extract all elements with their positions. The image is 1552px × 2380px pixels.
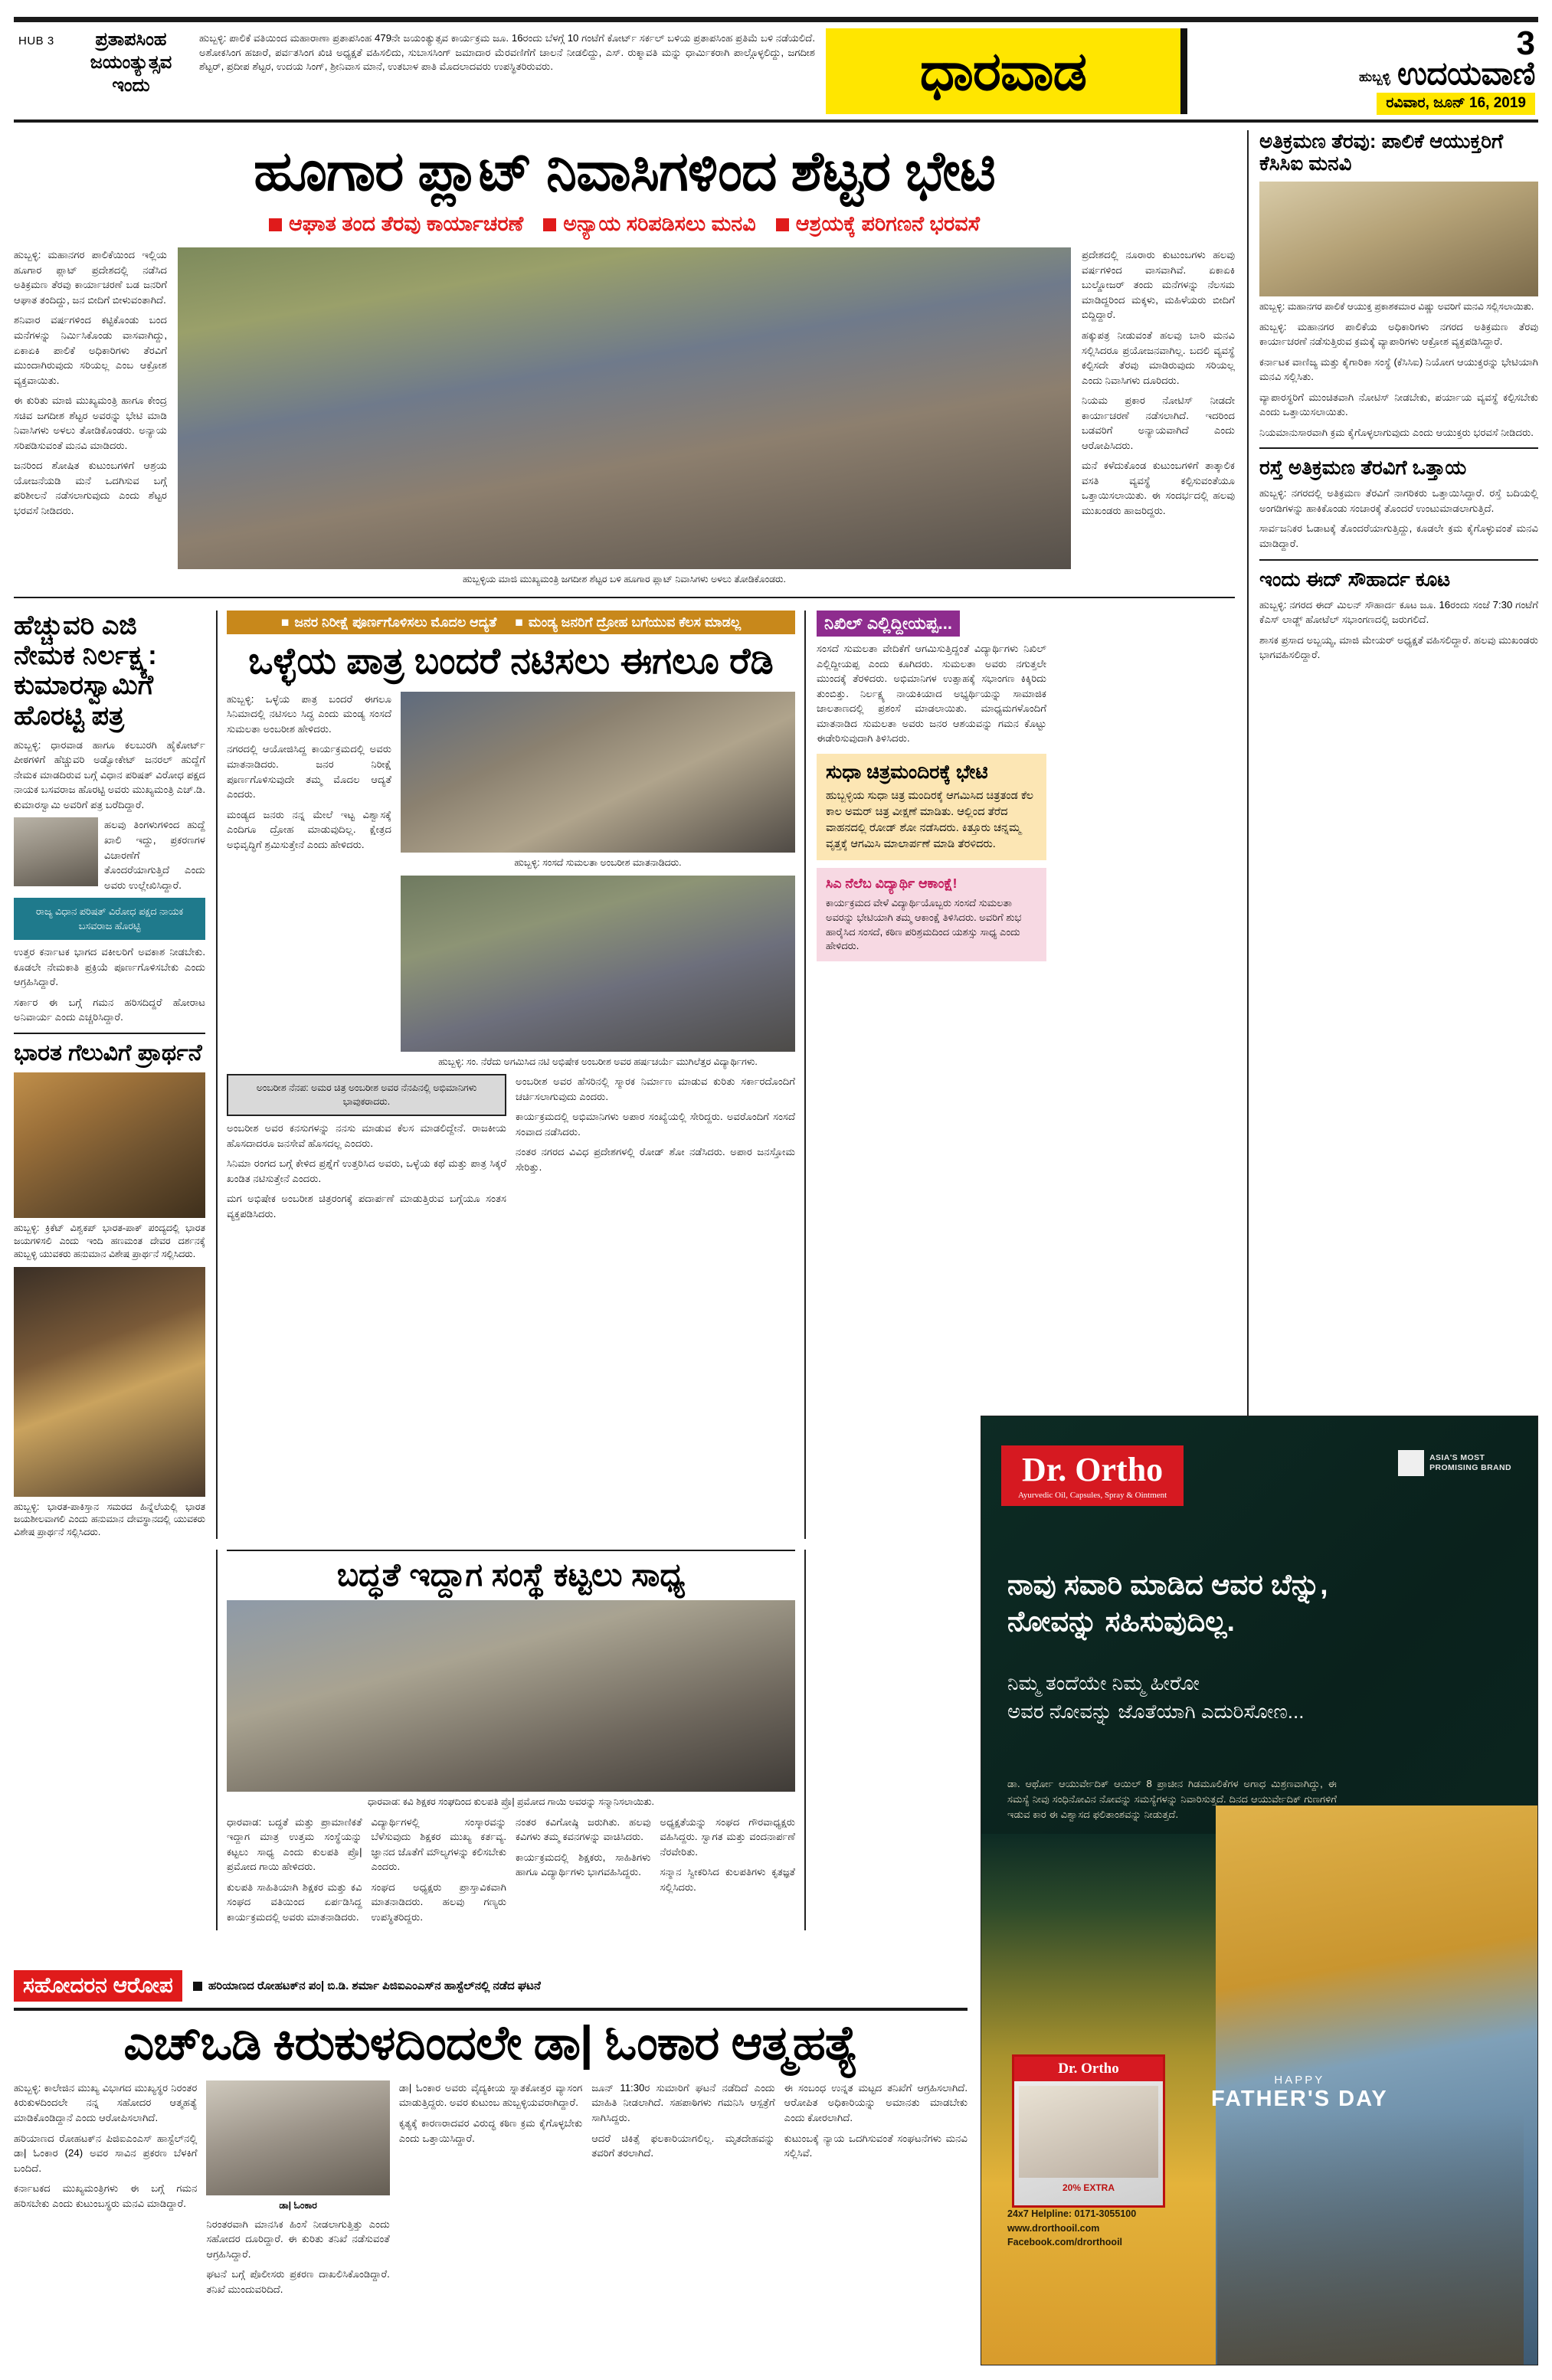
rb-p1: ಹುಬ್ಬಳ್ಳಿ: ನಗರದ ಈದ್ ಮಿಲನ್ ಸೌಹಾರ್ದ ಕೂಟ ಜೂ. 16ರಂದು ಸಂಜೆ 7:30 ಗಂಟೆಗೆ ಕೆಎಸ್ ಲಾಡ್ಜ್ ಹೋಟೆಲ್ ಸಭಾಂಗಣದಲ್ಲಿ ಜರುಗಲಿದೆ. — [1259, 598, 1538, 626]
temple-idol-caption: ಹುಬ್ಬಳ್ಳಿ: ಭಾರತ-ಪಾಕಿಸ್ತಾನ ಸಮರದ ಹಿನ್ನೆಲೆಯಲ್ಲಿ ಭಾರತ ಜಯಶೀಲವಾಗಲಿ ಎಂದು ಹನುಮಾನ ದೇವಸ್ಥಾನದಲ್ಲಿ ಯುವಕರು ವಿಶೇಷ ಪ್ರಾರ್ಥನೆ ಸಲ್ಲಿಸಿದರು. — [14, 1501, 205, 1538]
d2l-p2: ಹಲವು ತಿಂಗಳುಗಳಿಂದ ಹುದ್ದೆ ಖಾಲಿ ಇದ್ದು, ಪ್ರಕರಣಗಳ ವಿಚಾರಣೆಗೆ ತೊಂದರೆಯಾಗುತ್ತಿದೆ ಎಂದು ಅವರು ಉಲ್ಲೇಖಿಸಿದ್ದಾರೆ. — [104, 819, 205, 891]
lead-col2-p1: ಪ್ರದೇಶದಲ್ಲಿ ನೂರಾರು ಕುಟುಂಬಗಳು ಹಲವು ವರ್ಷಗಳಿಂದ ವಾಸವಾಗಿವೆ. ಏಕಾಏಕಿ ಬುಲ್ಡೋಜರ್ ತಂದು ಮನೆಗಳನ್ನು ನೆಲಸಮ ಮಾಡಿದ್ದರಿಂದ ಮಕ್ಕಳು, ಮಹಿಳೆಯರು ಬೀದಿಗೆ ಬಿದ್ದಿದ್ದಾರೆ. — [1082, 249, 1235, 321]
b-c4p2: ಆದರೆ ಚಿಕಿತ್ಸೆ ಫಲಕಾರಿಯಾಗಲಿಲ್ಲ. ಮೃತದೇಹವನ್ನು ತವರಿಗೆ ತರಲಾಗಿದೆ. — [591, 2132, 775, 2159]
b-c2p2: ಘಟನೆ ಬಗ್ಗೆ ಪೊಲೀಸರು ಪ್ರಕರಣ ದಾಖಲಿಸಿಕೊಂಡಿದ್ದಾರೆ. ತನಿಖೆ ಮುಂದುವರಿದಿದೆ. — [206, 2268, 390, 2295]
bottom-kicker-text: ಹರಿಯಾಣದ ರೋಹಟಕ್‌ನ ಪಂ| ಬಿ.ಡಿ. ಶರ್ಮಾ ಪಿಜಿಐಎಂಎಸ್‌ನ ಹಾಸ್ಟೆಲ್‌ನಲ್ಲಿ ನಡೆದ ಘಟನೆ — [208, 1979, 541, 1992]
horatti-photo-caption-box — [14, 898, 205, 940]
lead-col2-p2: ಹಕ್ಕುಪತ್ರ ನೀಡುವಂತೆ ಹಲವು ಬಾರಿ ಮನವಿ ಸಲ್ಲಿಸಿದರೂ ಪ್ರಯೋಜನವಾಗಿಲ್ಲ. ಬದಲಿ ವ್ಯವಸ್ಥೆ ಕಲ್ಪಿಸದೇ ತೆರವು ಮಾಡಿರುವುದು ಸರಿಯಲ್ಲ ಎಂದು ನಿವಾಸಿಗಳು ದೂರಿದರು. — [1082, 329, 1235, 386]
right-top-body — [1259, 319, 1538, 440]
student-box-body: ಕಾರ್ಯಕ್ರಮದ ವೇಳೆ ವಿದ್ಯಾರ್ಥಿಯೊಬ್ಬರು ಸಂಸದೆ ಸುಮಲತಾ ಅವರನ್ನು ಭೇಟಿಯಾಗಿ ತಮ್ಮ ಆಕಾಂಕ್ಷೆ ತಿಳಿಸಿದರು. ಅವರಿಗೆ ಶುಭ ಹಾರೈಸಿದ ಸಂಸದೆ, ಕಠಿಣ ಪರಿಶ್ರಮದಿಂದ ಯಶಸ್ಸು ಸಾಧ್ಯ ಎಂದು ಹೇಳಿದರು. — [826, 896, 1022, 952]
ad-subline — [1007, 1669, 1514, 1726]
ad-website[interactable]: www.drorthooil.com — [1007, 2222, 1100, 2234]
page-number: 3 — [1516, 25, 1535, 62]
deck3-col4 — [660, 1815, 796, 1930]
fathers-day-big: FATHER'S DAY — [1211, 2087, 1388, 2111]
b-c1p2: ಹರಿಯಾಣದ ರೋಹಟಕ್‌ನ ಪಿಜಿಐಎಂಎಸ್ ಹಾಸ್ಟೆಲ್‌ನಲ್ಲಿ ಡಾ| ಓಂಕಾರ (24) ಅವರ ಸಾವಿನ ಪ್ರಕರಣ ಬೆಳಕಿಗೆ ಬಂದಿದೆ. — [14, 2132, 198, 2174]
lead-col1-p2: ಶನಿವಾರ ವರ್ಷಗಳಿಂದ ಕಟ್ಟಿಕೊಂಡು ಬಂದ ಮನೆಗಳನ್ನು ನಿರ್ಮಿಸಿಕೊಂಡು ವಾಸವಾಗಿದ್ದು, ಏಕಾಏಕಿ ಪಾಲಿಕೆ ಅಧಿಕಾರಿಗಳು ತೆರವಿಗೆ ಮುಂದಾಗಿರುವುದು ಸರಿಯಲ್ಲ ಎಂಬ ಆಕ್ರೋಶ ವ್ಯಕ್ತವಾಯಿತು. — [14, 314, 167, 386]
ad-subline-2: ಅವರ ನೋವನ್ನು ಜೊತೆಯಾಗಿ ಎದುರಿಸೋಣ... — [1007, 1699, 1305, 1723]
sudha-theatre-title: ಸುಧಾ ಚಿತ್ರಮಂದಿರಕ್ಕೆ ಭೇಟಿ — [826, 761, 988, 783]
d2c1-p1: ಹುಬ್ಬಳ್ಳಿ: ಒಳ್ಳೆಯ ಪಾತ್ರ ಬಂದರೆ ಈಗಲೂ ಸಿನಿಮಾದಲ್ಲಿ ನಟಿಸಲು ಸಿದ್ಧ ಎಂದು ಮಂಡ್ಯ ಸಂಸದೆ ಸುಮಲತಾ ಅಂಬರೀಶ ಹೇಳಿದರು. — [227, 692, 391, 735]
right-rail-divider-2 — [1259, 559, 1538, 561]
deck3-headline: ಬದ್ಧತೆ ಇದ್ದಾಗ ಸಂಸ್ಥೆ ಕಟ್ಟಲು ಸಾಧ್ಯ — [336, 1556, 686, 1593]
ad-facebook[interactable]: Facebook.com/drorthooil — [1007, 2237, 1123, 2248]
kcci-photo — [1259, 182, 1538, 296]
right-mid-headline: ರಸ್ತೆ ಅತಿಕ್ರಮಣ ತೆರವಿಗೆ ಒತ್ತಾಯ — [1259, 456, 1467, 480]
bottom-headline: ಎಚ್‌ಒಡಿ ಕಿರುಕುಳದಿಂದಲೇ ಡಾ| ಓಂಕಾರ ಆತ್ಮಹತ್ಯೆ — [123, 2017, 858, 2070]
b-c1p1: ಹುಬ್ಬಳ್ಳಿ: ಕಾಲೇಜಿನ ಮುಖ್ಯ ವಿಭಾಗದ ಮುಖ್ಯಸ್ಥರ ನಿರಂತರ ಕಿರುಕುಳದಿಂದಲೇ ನನ್ನ ಸಹೋದರ ಆತ್ಮಹತ್ಯೆ ಮಾಡಿಕೊಂಡಿದ್ದಾನೆ ಎಂದು ಆರೋಪಿಸಲಾಗಿದೆ. — [14, 2081, 198, 2124]
brand-block — [1187, 25, 1538, 115]
deck3-col3 — [516, 1815, 651, 1930]
award-photo — [227, 1600, 795, 1792]
brief-title-line1: ಪ್ರತಾಪಸಿಂಹ — [95, 29, 167, 50]
ad-award-badge — [1398, 1450, 1511, 1476]
rt-p3: ವ್ಯಾಪಾರಸ್ಥರಿಗೆ ಮುಂಚಿತವಾಗಿ ನೋಟಿಸ್ ನೀಡಬೇಕು, ಪರ್ಯಾಯ ವ್ಯವಸ್ಥೆ ಕಲ್ಪಿಸಬೇಕು ಎಂದು ಒತ್ತಾಯಿಸಲಾಯಿತು. — [1259, 391, 1538, 418]
d2l-p3: ಉತ್ತರ ಕರ್ನಾಟಕ ಭಾಗದ ವಕೀಲರಿಗೆ ಅವಕಾಶ ನೀಡಬೇಕು. ಕೂಡಲೇ ನೇಮಕಾತಿ ಪ್ರಕ್ರಿಯೆ ಪೂರ್ಣಗೊಳಿಸಬೇಕು ಎಂದು ಆಗ್ರಹಿಸಿದ್ದಾರೆ. — [14, 946, 205, 988]
rt-p4: ನಿಯಮಾನುಸಾರವಾಗಿ ಕ್ರಮ ಕೈಗೊಳ್ಳಲಾಗುವುದು ಎಂದು ಆಯುಕ್ತರು ಭರವಸೆ ನೀಡಿದರು. — [1259, 426, 1534, 438]
rt-p1: ಹುಬ್ಬಳ್ಳಿ: ಮಹಾನಗರ ಪಾಲಿಕೆಯ ಅಧಿಕಾರಿಗಳು ನಗರದ ಅತಿಕ್ರಮಣ ತೆರವು ಕಾರ್ಯಾಚರಣೆ ನಡೆಸುತ್ತಿರುವ ಕ್ರಮಕ್ಕೆ ವ್ಯಾಪಾರಿಗಳು ಆಕ್ರೋಶ ವ್ಯಕ್ತಪಡಿಸಿದ್ದಾರೆ. — [1259, 320, 1538, 348]
fathers-day-badge — [1211, 2074, 1388, 2112]
deck2-center-col2 — [227, 1074, 506, 1226]
d2c3-p3: ನಂತರ ನಗರದ ವಿವಿಧ ಪ್ರದೇಶಗಳಲ್ಲಿ ರೋಡ್ ಶೋ ನಡೆಸಿದರು. ಅಪಾರ ಜನಸ್ತೋಮ ಸೇರಿತ್ತು. — [516, 1146, 795, 1173]
pack-illustration — [1019, 2086, 1158, 2178]
d3-c3p2: ಕಾರ್ಯಕ್ರಮದಲ್ಲಿ ಶಿಕ್ಷಕರು, ಸಾಹಿತಿಗಳು ಹಾಗೂ ವಿದ್ಯಾರ್ಥಿಗಳು ಭಾಗವಹಿಸಿದ್ದರು. — [516, 1851, 651, 1878]
city-label: ಹುಬ್ಬಳ್ಳಿ — [1358, 69, 1390, 84]
d3-c2p1: ವಿದ್ಯಾರ್ಥಿಗಳಲ್ಲಿ ಸಂಸ್ಕಾರವನ್ನು ಬೆಳೆಸುವುದು ಶಿಕ್ಷಕರ ಮುಖ್ಯ ಕರ್ತವ್ಯ. ಜ್ಞಾನದ ಜೊತೆಗೆ ಮೌಲ್ಯಗಳನ್ನು ಕಲಿಸಬೇಕು ಎಂದರು. — [371, 1815, 506, 1873]
ad-badge-line1: ASIA'S MOST — [1429, 1452, 1485, 1462]
bottom-col-1 — [14, 2080, 197, 2302]
deck2-left-body — [14, 738, 205, 1025]
d3-c1p1: ಧಾರವಾಡ: ಬದ್ಧತೆ ಮತ್ತು ಪ್ರಾಮಾಣಿಕತೆ ಇದ್ದಾಗ ಮಾತ್ರ ಉತ್ತಮ ಸಂಸ್ಥೆಯನ್ನು ಕಟ್ಟಲು ಸಾಧ್ಯ ಎಂದು ಕುಲಪತಿ ಪ್ರೊ| ಪ್ರಮೋದ ಗಾಯಿ ಹೇಳಿದರು. — [227, 1815, 362, 1873]
crowd-photo-caption: ಹುಬ್ಬಳ್ಳಿ: ಸಂ. ನೆರೆದು ಅಗಮಿಸಿದ ನಟಿ ಅಭಿಷೇಕ ಅಂಬರೀಶ ಅವರ ಹರ್ಷಚರ್ಯೆ ಮುಗಿಲೆತ್ತರ ವಿದ್ಯಾರ್ಥಿಗಳು. — [438, 1056, 758, 1067]
lead-bottom-rule — [14, 597, 1235, 598]
brief-title — [74, 28, 188, 97]
prayer-headline: ಭಾರತ ಗೆಲುವಿಗೆ ಪ್ರಾರ್ಥನೆ — [14, 1039, 202, 1066]
dr-ortho-advertisement[interactable] — [981, 1416, 1538, 2365]
deck2-left-headline: ಹೆಚ್ಚುವರಿ ಎಜಿ ನೇಮಕ ನಿರ್ಲಕ್ಷ್ಯ: ಕುಮಾರಸ್ವಾಮಿಗೆ ಹೊರಟ್ಟಿ ಪತ್ರ — [14, 611, 157, 731]
d3-c4p2: ಸನ್ಮಾನ ಸ್ವೀಕರಿಸಿದ ಕುಲಪತಿಗಳು ಕೃತಜ್ಞತೆ ಸಲ್ಲಿಸಿದರು. — [660, 1866, 795, 1893]
amberish-note: ಅಂಬರೀಶ ನೆನಪ: ಅಮರ ಚಿತ್ರ ಅಂಬರೀಶ ಅವರ ನೆನಪಿನಲ್ಲಿ ಅಭಿಮಾನಿಗಳು ಭಾವುಕರಾದರು. — [256, 1082, 477, 1107]
b-c5p1: ಈ ಸಂಬಂಧ ಉನ್ನತ ಮಟ್ಟದ ತನಿಖೆಗೆ ಆಗ್ರಹಿಸಲಾಗಿದೆ. ಆರೋಪಿತ ಅಧಿಕಾರಿಯನ್ನು ಅಮಾನತು ಮಾಡಬೇಕು ಎಂದು ಕೋರಲಾಗಿದೆ. — [784, 2081, 968, 2124]
prayer-photo-caption: ಹುಬ್ಬಳ್ಳಿ: ಕ್ರಿಕೆಟ್ ವಿಶ್ವಕಪ್ ಭಾರತ-ಪಾಕ್ ಪಂದ್ಯದಲ್ಲಿ ಭಾರತ ಜಯಗಳಿಸಲಿ ಎಂದು ಇಂದಿ ಹಣಮಂತ ದೇವರ ದರ್ಶನಕ್ಕೆ ಹುಬ್ಬಳ್ಳಿ ಯುವಕರು ಹನುಮಾನ ವಿಶೇಷ ಪ್ರಾರ್ಥನೆ ಸಲ್ಲಿಸಿದರು. — [14, 1223, 205, 1259]
brief-body: ಹುಬ್ಬಳ್ಳಿ: ಪಾಲಿಕೆ ವತಿಯಿಂದ ಮಹಾರಾಣಾ ಪ್ರತಾಪಸಿಂಹ 479ನೇ ಜಯಂತ್ಯುತ್ಸವ ಕಾರ್ಯಕ್ರಮ ಜೂ. 16ರಂದು ಬೆಳಗ್ಗೆ 10 ಗಂಟೆಗೆ ಕೋರ್ಟ್ ಸರ್ಕಲ್ ಬಳಿಯ ಪ್ರತಾಪಸಿಂಹ ಪ್ರತಿಮೆ ಬಳಿ ನಡೆಯಲಿದೆ. ಅಶೋಕಸಿಂಗ ಹಜಾರೆ, ಪರ್ವತಸಿಂಗ ಖಿಚಿ ಅಧ್ಯಕ್ಷತೆ ವಹಿಸಲಿದು, ಸುಬಾಸಸಿಂಗ್ ಜಮಾದಾರ ಮೆರವಣಿಗೆಗೆ ಚಾಲನೆ ನೀಡಲಿದ್ದು, ಎಸ್. ರುಕ್ಮಾವತಿ ಮನ್ನು ಧಾರ್ಮಿಕರಾಗಿ ಪಾಲ್ಗೊಳ್ಳಲಿದ್ದು, ಜಗದೀಶ ಶೆಟ್ಟರ್, ಪ್ರದೀಪ ಶೆಟ್ಟರ, ಉದಯ ಸಿಂಗ್, ಶ್ರೀನಿವಾಸ ಮಾನೆ, ಉತಬಾಳ ಪಾತಿ ಮೊದಲಾದವರು ಉಪಸ್ಥಿತರಿರುವರು. — [199, 32, 815, 73]
lead-photo-block — [178, 247, 1071, 586]
onkar-photo-caption: ಡಾ| ಓಂಕಾರ — [279, 2199, 317, 2211]
ad-subline-1: ನಿಮ್ಮ ತಂದೆಯೇ ನಿಮ್ಮ ಹೀರೋ — [1007, 1671, 1200, 1694]
prayer-photo — [14, 1072, 205, 1218]
deck2-center-column — [216, 611, 806, 1539]
d3-c3p1: ನಂತರ ಕವಿಗೋಷ್ಠಿ ಜರುಗಿತು. ಹಲವು ಕವಿಗಳು ತಮ್ಮ ಕವನಗಳನ್ನು ವಾಚಿಸಿದರು. — [516, 1815, 651, 1843]
top-strip — [14, 22, 1538, 115]
b-c2p1: ನಿರಂತರವಾಗಿ ಮಾನಸಿಕ ಹಿಂಸೆ ನೀಡಲಾಗುತ್ತಿತ್ತು ಎಂದು ಸಹೋದರ ದೂರಿದ್ದಾರೆ. ಈ ಕುರಿತು ತನಿಖೆ ನಡೆಸುವಂತೆ ಆಗ್ರಹಿಸಿದ್ದಾರೆ. — [206, 2218, 390, 2260]
ad-brand-name: Dr. Ortho — [1022, 1451, 1164, 1488]
nikhil-box-title: ನಿಖಿಲ್ ಎಲ್ಲಿದ್ದೀಯಪ್ಪ... — [817, 611, 960, 637]
lead-col-1 — [14, 247, 167, 586]
sudha-theatre-box — [817, 754, 1046, 860]
ad-headline-line2: ನೋವನ್ನು ಸಹಿಸುವುದಿಲ್ಲ. — [1007, 1606, 1235, 1638]
student-box-title: ಸಿಎ ನೆಲೆಬ ವಿದ್ಯಾರ್ಥಿ ಆಕಾಂಕ್ಷೆ! — [826, 875, 958, 891]
gold-band-item-2: ■ ಮಂಡ್ಯ ಜನರಿಗೆ ದ್ರೋಹ ಬಗೆಯುವ ಕೆಲಸ ಮಾಡಲ್ಲ — [515, 614, 741, 630]
brief-title-line3: ಇಂದು — [112, 75, 150, 96]
nikhil-box-body: ಸಂಸದೆ ಸುಮಲತಾ ವೇದಿಕೆಗೆ ಆಗಮಿಸುತ್ತಿದ್ದಂತೆ ವಿದ್ಯಾರ್ಥಿಗಳು ನಿಖಿಲ್ ಎಲ್ಲಿದ್ದೀಯಪ್ಪ ಎಂದು ಕೂಗಿದರು. ಸುಮಲತಾ ಅವರು ನಗುತ್ತಲೇ ಮುಂದಕ್ಕೆ ತೆರಳಿದರು. ಅಭಿಮಾನಿಗಳ ಉತ್ಸಾಹಕ್ಕೆ ಸಭಾಂಗಣ ಕಿಕ್ಕಿರಿದು ತುಂಬಿತ್ತು. ನಿರ್ಲಕ್ಷ್ಯ ನಾಯಕಿಯಾದ ಅಭ್ಯರ್ಥಿಯನ್ನು ಸಾಮಾಜಿಕ ಜಾಲತಾಣದಲ್ಲಿ ಪ್ರಶಂಸೆ ಮಾಡಲಾಯಿತು. ಮಾಧ್ಯಮಗಳೊಂದಿಗೆ ಮಾತನಾಡಿದ ಸುಮಲತಾ ಅವರು ಜನರ ಆಶಯವನ್ನು ಗಮನ ಕೊಟ್ಟು ಈಡೇರಿಸುವುದಾಗಿ ತಿಳಿಸಿದರು. — [817, 643, 1046, 745]
student-box — [817, 868, 1046, 961]
right-bottom-body — [1259, 597, 1538, 663]
deck2-center-headline: ಒಳ್ಳೆಯ ಪಾತ್ರ ಬಂದರೆ ನಟಿಸಲು ಈಗಲೂ ರೆಡಿ — [248, 641, 774, 683]
deck3-center-column — [216, 1550, 806, 1930]
date-line: ರವಿವಾರ, ಜೂನ್ 16, 2019 — [1377, 93, 1535, 115]
d2c3-p2: ಕಾರ್ಯಕ್ರಮದಲ್ಲಿ ಅಭಿಮಾನಿಗಳು ಅಪಾರ ಸಂಖ್ಯೆಯಲ್ಲಿ ಸೇರಿದ್ದರು. ಅವರೊಂದಿಗೆ ಸಂಸದೆ ಸಂವಾದ ನಡೆಸಿದರು. — [516, 1111, 795, 1138]
lead-col-2 — [1082, 247, 1235, 586]
right-top-headline: ಅತಿಕ್ರಮಣ ತೆರವು: ಪಾಲಿಕೆ ಆಯುಕ್ತರಿಗೆ ಕೆಸಿಸಿಐ ಮನವಿ — [1259, 129, 1504, 175]
lead-col1-p1: ಹುಬ್ಬಳ್ಳಿ: ಮಹಾನಗರ ಪಾಲಿಕೆಯಿಂದ ಇಲ್ಲಿಯ ಹೂಗಾರ ಪ್ಲಾಟ್ ಪ್ರದೇಶದಲ್ಲಿ ನಡೆಸಿದ ಅತಿಕ್ರಮಣ ತೆರವು ಕಾರ್ಯಾಚರಣೆ ಬಡ ಜನರಿಗೆ ಆಘಾತ ತಂದಿದ್ದು, ಜನ ಬೀದಿಗೆ ಬೀಳುವಂತಾಗಿದೆ. — [14, 249, 167, 306]
lead-columns — [14, 247, 1235, 586]
bottom-red-tag: ಸಹೋದರನ ಆರೋಪ — [14, 1970, 182, 2002]
trophy-icon — [1398, 1450, 1424, 1476]
deck2-center-col3 — [516, 1074, 795, 1226]
b-c1p3: ಕರ್ನಾಟಕದ ಮುಖ್ಯಮಂತ್ರಿಗಳು ಈ ಬಗ್ಗೆ ಗಮನ ಹರಿಸಬೇಕು ಎಂದು ಕುಟುಂಬಸ್ಥರು ಮನವಿ ಮಾಡಿದ್ದಾರೆ. — [14, 2182, 198, 2209]
lead-bullet-3: ಆಶ್ರಯಕ್ಕೆ ಪರಿಗಣನೆ ಭರವಸೆ — [776, 212, 980, 237]
bottom-rule — [14, 2008, 968, 2011]
d3-c4p1: ಅಧ್ಯಕ್ಷತೆಯನ್ನು ಸಂಘದ ಗೌರವಾಧ್ಯಕ್ಷರು ವಹಿಸಿದ್ದರು. ಸ್ವಾಗತ ಮತ್ತು ವಂದನಾರ್ಪಣೆ ನೆರವೇರಿತು. — [660, 1815, 795, 1858]
rm-p2: ಸಾರ್ವಜನಿಕರ ಓಡಾಟಕ್ಕೆ ತೊಂದರೆಯಾಗುತ್ತಿದ್ದು, ಕೂಡಲೇ ಕ್ರಮ ಕೈಗೊಳ್ಳುವಂತೆ ಮನವಿ ಮಾಡಿದ್ದಾರೆ. — [1259, 522, 1538, 549]
pack-brand-label: Dr. Ortho — [1014, 2057, 1163, 2081]
edition-code: HUB 3 — [18, 34, 54, 47]
under-masthead-rule — [14, 119, 1538, 123]
b-c3p1: ಡಾ| ಓಂಕಾರ ಅವರು ವೈದ್ಯಕೀಯ ಸ್ನಾತಕೋತ್ತರ ವ್ಯಾಸಂಗ ಮಾಡುತ್ತಿದ್ದರು. ಅವರ ಕುಟುಂಬ ಹುಬ್ಬಳ್ಳಿಯವರಾಗಿದ್ದಾರೆ. — [398, 2081, 583, 2109]
d2c2-p1: ಅಂಬರೀಶ ಅವರ ಕನಸುಗಳನ್ನು ನನಸು ಮಾಡುವ ಕೆಲಸ ಮಾಡಲಿದ್ದೇನೆ. ರಾಜಕೀಯ ಹೊಸದಾದರೂ ಜನಸೇವೆ ಹೊಸದಲ್ಲ ಎಂದರು. — [227, 1122, 506, 1149]
d2c1-p3: ಮಂಡ್ಯದ ಜನರು ನನ್ನ ಮೇಲೆ ಇಟ್ಟ ವಿಶ್ವಾಸಕ್ಕೆ ಎಂದಿಗೂ ದ್ರೋಹ ಮಾಡುವುದಿಲ್ಲ. ಕ್ಷೇತ್ರದ ಅಭಿವೃದ್ಧಿಗೆ ಶ್ರಮಿಸುತ್ತೇನೆ ಎಂದು ಹೇಳಿದರು. — [227, 808, 391, 850]
b-c3p2: ಕೃತ್ಯಕ್ಕೆ ಕಾರಣರಾದವರ ವಿರುದ್ಧ ಕಠಿಣ ಕ್ರಮ ಕೈಗೊಳ್ಳಬೇಕು ಎಂದು ಒತ್ತಾಯಿಸಿದ್ದಾರೆ. — [398, 2117, 583, 2144]
bottom-col-2 — [206, 2080, 389, 2302]
brief-title-line2: ಜಯಂತ್ಯುತ್ಸವ — [90, 52, 172, 73]
ad-contact-info — [1007, 2207, 1136, 2250]
b-c5p2: ಕುಟುಂಬಕ್ಕೆ ನ್ಯಾಯ ಒದಗಿಸುವಂತೆ ಸಂಘಟನೆಗಳು ಮನವಿ ಸಲ್ಲಿಸಿವೆ. — [784, 2132, 968, 2159]
lead-photo-caption: ಹುಬ್ಬಳ್ಳಿಯ ಮಾಜಿ ಮುಖ್ಯಮಂತ್ರಿ ಜಗದೀಶ ಶೆಟ್ಟರ ಬಳಿ ಹೂಗಾರ ಪ್ಲಾಟ್ ನಿವಾಸಿಗಳು ಅಳಲು ತೋಡಿಕೊಂಡರು. — [463, 574, 786, 585]
ad-badge-line2: PROMISING BRAND — [1429, 1463, 1511, 1472]
paper-name: ಉದಯವಾಣಿ — [1396, 54, 1535, 91]
kcci-photo-caption: ಹುಬ್ಬಳ್ಳಿ: ಮಹಾನಗರ ಪಾಲಿಕೆ ಆಯುಕ್ತ ಪ್ರಕಾಶಕಮಾರ ವಿಷ್ಣು ಅವರಿಗೆ ಮನವಿ ಸಲ್ಲಿಸಲಾಯಿತು. — [1259, 300, 1534, 312]
lead-col2-p4: ಮನೆ ಕಳೆದುಕೊಂಡ ಕುಟುಂಬಗಳಿಗೆ ತಾತ್ಕಾಲಿಕ ವಸತಿ ವ್ಯವಸ್ಥೆ ಕಲ್ಪಿಸುವಂತೆಯೂ ಒತ್ತಾಯಿಸಲಾಯಿತು. ಈ ಸಂದರ್ಭದಲ್ಲಿ ಹಲವು ಮುಖಂಡರು ಹಾಜರಿದ್ದರು. — [1082, 460, 1235, 516]
section-title: ಧಾರವಾಡ — [919, 41, 1087, 101]
sudha-theatre-body: ಹುಬ್ಬಳ್ಳಿಯ ಸುಧಾ ಚಿತ್ರ ಮಂದಿರಕ್ಕೆ ಆಗಮಿಸಿದ ಚಿತ್ರತಂಡ ಕೆಲ ಕಾಲ ಅಮರ್ ಚಿತ್ರ ವೀಕ್ಷಣೆ ಮಾಡಿತು. ಆಲ್ಲಿಂದ ತೆರೆದ ವಾಹನದಲ್ಲಿ ರೋಡ್ ಶೋ ನಡೆಸಿದರು. ಕಿತ್ತೂರು ಚನ್ನಮ್ಮ ವೃತ್ತಕ್ಕೆ ಆಗಮಿಸಿ ಮಾಲಾರ್ಪಣೆ ಮಾಡಿ ತೆರಳಿದರು. — [826, 789, 1033, 850]
lead-bullet-1: ಆಘಾತ ತಂದ ತೆರವು ಕಾರ್ಯಾಚರಣೆ — [269, 212, 523, 237]
deck2-left-column — [14, 611, 205, 1539]
d2l-p1: ಹುಬ್ಬಳ್ಳಿ: ಧಾರವಾಡ ಹಾಗೂ ಕಲಬುರಗಿ ಹೈಕೋರ್ಟ್ ಪೀಠಗಳಿಗೆ ಹೆಚ್ಚುವರಿ ಅಡ್ವೋಕೇಟ್ ಜನರಲ್ ಹುದ್ದೆಗೆ ನೇಮಕ ಮಾಡದಿರುವ ಬಗ್ಗೆ ವಿಧಾನ ಪರಿಷತ್ ವಿರೋಧ ಪಕ್ಷದ ನಾಯಕ ಬಸವರಾಜ ಹೊರಟ್ಟಿ ಅವರು ಮುಖ್ಯಮಂತ್ರಿ ಎಚ್.ಡಿ. ಕುಮಾರಸ್ವಾಮಿ ಅವರಿಗೆ ಪತ್ರ ಬರೆದಿದ್ದಾರೆ. — [14, 738, 205, 810]
ad-helpline: 24x7 Helpline: 0171-3055100 — [1007, 2208, 1137, 2219]
sumalatha-photo — [401, 692, 795, 853]
dr-ortho-logo — [1001, 1445, 1184, 1506]
bottom-story — [14, 1970, 968, 2302]
deck2-right-column — [817, 611, 1046, 1539]
d2c3-p1: ಅಂಬರೀಶ ಅವರ ಹೆಸರಿನಲ್ಲಿ ಸ್ಮಾರಕ ನಿರ್ಮಾಣ ಮಾಡುವ ಕುರಿತು ಸರ್ಕಾರದೊಂದಿಗೆ ಚರ್ಚಿಸಲಾಗುವುದು ಎಂದರು. — [516, 1075, 795, 1102]
masthead — [826, 25, 1538, 115]
deck-2 — [14, 611, 1235, 1539]
sumalatha-photo-caption: ಹುಬ್ಬಳ್ಳಿ: ಸಂಸದೆ ಸುಮಲತಾ ಅಂಬರೀಶ ಮಾತನಾಡಿದರು. — [514, 856, 682, 868]
section-title-band — [826, 28, 1187, 114]
d2c2-p2: ಸಿನಿಮಾ ರಂಗದ ಬಗ್ಗೆ ಕೇಳಿದ ಪ್ರಶ್ನೆಗೆ ಉತ್ತರಿಸಿದ ಅವರು, ಒಳ್ಳೆಯ ಕಥೆ ಮತ್ತು ಪಾತ್ರ ಸಿಕ್ಕರೆ ಖಂಡಿತ ನಟಿಸುತ್ತೇನೆ ಎಂದರು. — [227, 1157, 506, 1184]
crowd-photo — [401, 876, 795, 1052]
ad-body-copy: ಡಾ. ಆರ್ಥೋ ಆಯುರ್ವೇದಿಕ್ ಆಯಿಲ್ 8 ಪ್ರಾಚೀನ ಗಿಡಮೂಲಿಕೆಗಳ ಅಗಾಧ ಮಿಶ್ರಣವಾಗಿದ್ದು, ಈ ಸಮಸ್ಯೆ ನೀವು ಸಂಧಿನೋವಿನ ನೋವನ್ನು ಸಮಸ್ಯೆಗಳನ್ನು ನಿವಾರಿಸುತ್ತದೆ. ದಿನದ ಆಯುರ್ವೇದಿಕ್ ಗುಣಗಳಿಗೆ ಇಡುವ ಕಾರ ಈ ವಿಶ್ವಾಸದ ಫಲಿತಾಂಶವನ್ನು ನೀಡುತ್ತದೆ. — [1007, 1778, 1337, 1820]
d3-c1p2: ಕುಲಪತಿ ಸಾಹಿತಿಯಾಗಿ ಶಿಕ್ಷಕರ ಮತ್ತು ಕವಿ ಸಂಘದ ವತಿಯಿಂದ ಏರ್ಪಡಿಸಿದ್ದ ಕಾರ್ಯಕ್ರಮದಲ್ಲಿ ಅವರು ಮಾತನಾಡಿದರು. — [227, 1881, 362, 1923]
right-bottom-headline: ಇಂದು ಈದ್ ಸೌಹಾರ್ದ ಕೂಟ — [1259, 567, 1451, 591]
deck3-col2 — [372, 1815, 507, 1930]
lead-col1-p4: ಜನರಿಂದ ಶೋಷಿತ ಕುಟುಂಬಗಳಿಗೆ ಆಶ್ರಯ ಯೋಜನೆಯಡಿ ಮನೆ ಒದಗಿಸುವ ಬಗ್ಗೆ ಪರಿಶೀಲನೆ ನಡೆಸಲಾಗುವುದು ಎಂದು ಶೆಟ್ಟರ ಭರವಸೆ ನೀಡಿದರು. — [14, 460, 167, 516]
right-mid-body — [1259, 486, 1538, 551]
rt-p2: ಕರ್ನಾಟಕ ವಾಣಿಜ್ಯ ಮತ್ತು ಕೈಗಾರಿಕಾ ಸಂಸ್ಥೆ (ಕೆಸಿಸಿಐ) ನಿಯೋಗ ಆಯುಕ್ತರನ್ನು ಭೇಟಿಯಾಗಿ ಮನವಿ ಸಲ್ಲಿಸಿತು. — [1259, 355, 1538, 383]
gold-band-item-1: ■ ಜನರ ನಿರೀಕ್ಷೆ ಪೂರ್ಣಗೊಳಿಸಲು ಮೊದಲ ಆದ್ಯತೆ — [281, 614, 496, 630]
lead-bullets — [14, 212, 1235, 237]
d2c2-p3: ಮಗ ಅಭಿಷೇಕ ಅಂಬರೀಶ ಚಿತ್ರರಂಗಕ್ಕೆ ಪದಾರ್ಪಣೆ ಮಾಡುತ್ತಿರುವ ಬಗ್ಗೆಯೂ ಸಂತಸ ವ್ಯಕ್ತಪಡಿಸಿದರು. — [227, 1193, 506, 1219]
horatti-photo-caption: ರಾಜ್ಯ ವಿಧಾನ ಪರಿಷತ್ ವಿರೋಧ ಪಕ್ಷದ ನಾಯಕ ಬಸವರಾಜ ಹೊರಟ್ಟಿ — [35, 905, 184, 931]
bottom-col-4 — [591, 2080, 774, 2302]
bullet-square-icon — [193, 1982, 202, 1991]
bottom-col-3 — [399, 2080, 582, 2302]
deck2-center-photos — [401, 692, 795, 1068]
lead-photo — [178, 247, 1071, 569]
pack-extra-label: 20% EXTRA — [1062, 2182, 1115, 2193]
deck3-top-rule — [227, 1550, 795, 1551]
d2c1-p2: ನಗರದಲ್ಲಿ ಆಯೋಜಿಸಿದ್ದ ಕಾರ್ಯಕ್ರಮದಲ್ಲಿ ಅವರು ಮಾತನಾಡಿದರು. ಜನರ ನಿರೀಕ್ಷೆ ಪೂರ್ಣಗೊಳಿಸುವುದೇ ತಮ್ಮ ಮೊದಲ ಆದ್ಯತೆ ಎಂದರು. — [227, 743, 391, 800]
lead-bullet-2: ಅನ್ಯಾಯ ಸರಿಪಡಿಸಲು ಮನವಿ — [543, 212, 755, 237]
deck2-center-col1 — [227, 692, 391, 1068]
award-photo-caption: ಧಾರವಾಡ: ಕವಿ ಶಿಕ್ಷಕರ ಸಂಘದಿಂದ ಕುಲಪತಿ ಪ್ರೊ| ಪ್ರಮೋದ ಗಾಯಿ ಅವರನ್ನು ಸನ್ಮಾನಿಸಲಾಯಿತು. — [368, 1796, 654, 1808]
d2l-divider — [14, 1033, 205, 1034]
onkar-photo — [206, 2080, 389, 2195]
deck3-col1 — [227, 1815, 362, 1930]
d2l-p4: ಸರ್ಕಾರ ಈ ಬಗ್ಗೆ ಗಮನ ಹರಿಸದಿದ್ದರೆ ಹೋರಾಟ ಅನಿವಾರ್ಯ ಎಂದು ಎಚ್ಚರಿಸಿದ್ದಾರೆ. — [14, 996, 205, 1023]
b-c4p1: ಜೂನ್ 11:30ರ ಸುಮಾರಿಗೆ ಘಟನೆ ನಡೆದಿದೆ ಎಂದು ಮಾಹಿತಿ ನೀಡಲಾಗಿದೆ. ಸಹಪಾಠಿಗಳು ಗಮನಿಸಿ ಆಸ್ಪತ್ರೆಗೆ ಸಾಗಿಸಿದ್ದರು. — [591, 2081, 775, 2124]
lead-col1-p3: ಈ ಕುರಿತು ಮಾಜಿ ಮುಖ್ಯಮಂತ್ರಿ ಹಾಗೂ ಕೇಂದ್ರ ಸಚಿವ ಜಗದೀಶ ಶೆಟ್ಟರ ಅವರನ್ನು ಭೇಟಿ ಮಾಡಿ ನಿವಾಸಿಗಳು ಅಳಲು ತೋಡಿಕೊಂಡರು. ಅನ್ಯಾಯ ಸರಿಪಡಿಸುವಂತೆ ಮನವಿ ಮಾಡಿದರು. — [14, 394, 167, 451]
right-rail-divider-1 — [1259, 447, 1538, 449]
fathers-day-small: HAPPY — [1274, 2074, 1325, 2087]
ad-product-pack — [1012, 2054, 1165, 2208]
lead-headline: ಹೂಗಾರ ಪ್ಲಾಟ್ ನಿವಾಸಿಗಳಿಂದ ಶೆಟ್ಟರ ಭೇಟಿ — [254, 140, 995, 202]
deck2-gold-band — [227, 611, 795, 634]
d3-c2p2: ಸಂಘದ ಅಧ್ಯಕ್ಷರು ಪ್ರಾಸ್ತಾವಿಕವಾಗಿ ಮಾತನಾಡಿದರು. ಹಲವು ಗಣ್ಯರು ಉಪಸ್ಥಿತರಿದ್ದರು. — [371, 1881, 506, 1923]
rb-p2: ಶಾಸಕ ಪ್ರಸಾದ ಅಬ್ಬಯ್ಯ, ಮಾಜಿ ಮೇಯರ್ ಅಧ್ಯಕ್ಷತೆ ವಹಿಸಲಿದ್ದಾರೆ. ಹಲವು ಮುಖಂಡರು ಭಾಗವಹಿಸಲಿದ್ದಾರೆ. — [1259, 633, 1538, 661]
bottom-col-5 — [784, 2080, 968, 2302]
ad-brand-tagline: Ayurvedic Oil, Capsules, Spray & Ointment — [1018, 1491, 1167, 1500]
ad-headline — [1007, 1566, 1514, 1640]
ad-headline-line1: ನಾವು ಸವಾರಿ ಮಾಡಿದ ಆವರ ಬೆನ್ನು, — [1007, 1569, 1328, 1600]
ad-chair-image — [1217, 2112, 1524, 2365]
rm-p1: ಹುಬ್ಬಳ್ಳಿ: ನಗರದಲ್ಲಿ ಅತಿಕ್ರಮಣ ತೆರವಿಗೆ ನಾಗರಿಕರು ಒತ್ತಾಯಿಸಿದ್ದಾರೆ. ರಸ್ತೆ ಬದಿಯಲ್ಲಿ ಅಂಗಡಿಗಳನ್ನು ಹಾಕಿಕೊಂಡು ಸಂಚಾರಕ್ಕೆ ತೊಂದರೆ ಉಂಟುಮಾಡಲಾಗುತ್ತಿದೆ. — [1259, 487, 1538, 514]
top-rule — [14, 17, 1538, 22]
lead-col2-p3: ನಿಯಮ ಪ್ರಕಾರ ನೋಟಿಸ್ ನೀಡದೇ ಕಾರ್ಯಾಚರಣೆ ನಡೆಸಲಾಗಿದೆ. ಇದರಿಂದ ಬಡವರಿಗೆ ಅನ್ಯಾಯವಾಗಿದೆ ಎಂದು ಆರೋಪಿಸಿದರು. — [1082, 394, 1235, 451]
amberish-note-box — [227, 1074, 506, 1116]
horatti-photo — [14, 817, 98, 886]
bottom-kicker — [193, 1979, 541, 1992]
temple-idol-photo — [14, 1267, 205, 1497]
